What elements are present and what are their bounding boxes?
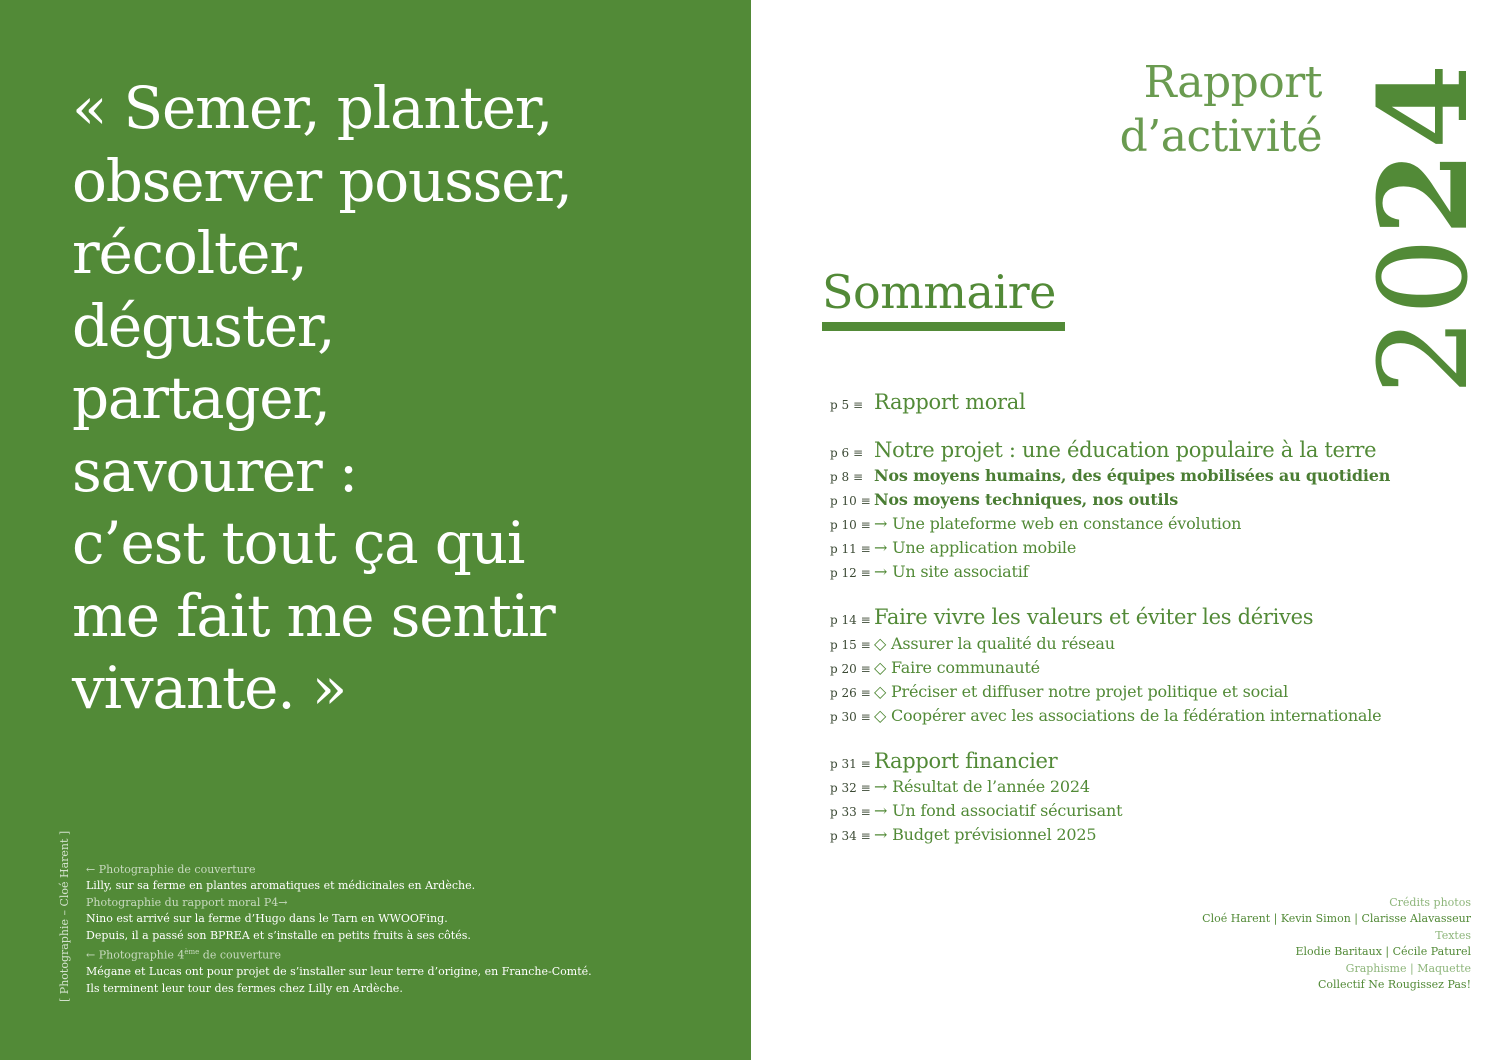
caption-heading: Photographie du rapport moral P4→ [86, 895, 288, 909]
toc-entry: → Une plateforme web en constance évolution [874, 514, 1242, 533]
toc-item[interactable] [830, 825, 1096, 844]
toc-item[interactable] [830, 749, 1057, 773]
toc-entry: ◇ Préciser et diffuser notre projet politique et social [874, 682, 1289, 701]
caption-heading-sup: ème [184, 948, 200, 957]
toc-entry: → Budget prévisionnel 2025 [874, 825, 1097, 844]
credits-heading: Graphisme | Maquette [1345, 961, 1471, 975]
toc-entry: Rapport moral [874, 390, 1026, 414]
toc-entry: ◇ Faire communauté [874, 658, 1040, 677]
toc-item[interactable] [830, 682, 1288, 701]
sommaire-underline [822, 322, 1065, 331]
caption-text: Mégane et Lucas ont pour projet de s’installer sur leur terre d’origine, en Franche-Comté. [86, 965, 592, 979]
credits-text: Collectif Ne Rougissez Pas! [1317, 978, 1471, 992]
toc-page: p 5 ≡ [830, 398, 863, 412]
photo-captions [86, 862, 706, 997]
toc-item[interactable] [830, 706, 1381, 725]
toc-item[interactable] [830, 490, 1178, 509]
toc-entry: Nos moyens techniques, nos outils [874, 490, 1179, 509]
report-title-line: d’activité [1119, 111, 1322, 162]
toc-entry: → Une application mobile [874, 538, 1077, 557]
photo-credit-vertical: [ Photographie – Cloé Harent ] [58, 830, 71, 1002]
toc-item[interactable] [830, 605, 1313, 629]
caption-heading [86, 944, 706, 964]
caption-text: Depuis, il a passé son BPREA et s’installe en petits fruits à ses côtés. [86, 928, 471, 942]
toc-page: p 15 ≡ [830, 638, 871, 652]
toc-item[interactable] [830, 777, 1090, 796]
toc-entry: Rapport financier [874, 749, 1058, 773]
toc-entry: Notre projet : une éducation populaire à la terre [874, 438, 1377, 462]
toc-entry: Nos moyens humains, des équipes mobilisées au quotidien [874, 466, 1391, 485]
toc-page: p 20 ≡ [830, 662, 871, 676]
toc-page: p 6 ≡ [830, 446, 863, 460]
toc-item[interactable] [830, 658, 1040, 677]
toc-entry: → Résultat de l’année 2024 [874, 777, 1090, 796]
toc-entry: → Un fond associatif sécurisant [874, 801, 1123, 820]
quote-line: observer pousser, [72, 146, 572, 215]
toc-page: p 10 ≡ [830, 494, 871, 508]
quote-line: c’est tout ça qui [72, 509, 525, 577]
toc-page: p 11 ≡ [830, 542, 871, 556]
credits-text: Cloé Harent | Kevin Simon | Clarisse Alavasseur [1202, 912, 1471, 926]
quote-line: « Semer, planter, [72, 74, 553, 142]
quote-line: vivante. » [72, 654, 347, 722]
year-light: 20 [1353, 235, 1495, 395]
quote-line: récolter, [72, 219, 307, 287]
toc-page: p 34 ≡ [830, 829, 871, 843]
toc-item[interactable] [830, 390, 1025, 414]
toc-page: p 14 ≡ [830, 613, 871, 627]
toc-entry: ◇ Coopérer avec les associations de la fédération internationale [874, 706, 1382, 725]
toc-entry: ◇ Assurer la qualité du réseau [874, 634, 1115, 653]
toc-entry: → Un site associatif [874, 562, 1029, 581]
toc-item[interactable] [830, 634, 1115, 653]
toc-item[interactable] [830, 538, 1076, 557]
toc-page: p 26 ≡ [830, 686, 871, 700]
toc-page: p 32 ≡ [830, 781, 871, 795]
caption-text: Ils terminent leur tour des fermes chez Lilly en Ardèche. [86, 981, 403, 995]
caption-text: Lilly, sur sa ferme en plantes aromatiques et médicinales en Ardèche. [86, 879, 476, 893]
quote-line: me fait me sentir [72, 581, 555, 650]
credits [1202, 895, 1471, 993]
caption-heading: ← Photographie de couverture [86, 863, 256, 876]
year-vertical [1351, 61, 1495, 395]
toc-item[interactable] [830, 514, 1241, 533]
toc-item[interactable] [830, 438, 1376, 462]
toc-page: p 33 ≡ [830, 805, 871, 819]
quote-line: déguster, [72, 291, 335, 360]
quote-line: partager, [72, 364, 330, 432]
credits-heading: Crédits photos [1389, 896, 1471, 909]
toc-page: p 12 ≡ [830, 566, 871, 580]
sommaire-title: Sommaire [822, 265, 1056, 319]
caption-heading-part: de couverture [199, 948, 281, 962]
caption-text: Nino est arrivé sur la ferme d’Hugo dans le Tarn en WWOOFing. [86, 912, 448, 926]
year-bold: 24 [1351, 61, 1495, 236]
toc-item[interactable] [830, 466, 1390, 485]
toc-item[interactable] [830, 801, 1122, 820]
report-title [1120, 56, 1322, 164]
toc-page: p 31 ≡ [830, 757, 871, 771]
credits-heading: Textes [1435, 928, 1471, 942]
toc-page: p 30 ≡ [830, 710, 871, 724]
credits-text: Elodie Baritaux | Cécile Paturel [1295, 945, 1471, 959]
caption-heading-part: ← Photographie 4 [86, 948, 185, 962]
toc-item[interactable] [830, 562, 1028, 581]
toc-entry: Faire vivre les valeurs et éviter les dérives [874, 605, 1314, 629]
quote [72, 72, 712, 725]
toc-page: p 8 ≡ [830, 470, 863, 484]
toc-page: p 10 ≡ [830, 518, 871, 532]
report-title-line: Rapport [1143, 57, 1322, 108]
quote-line: savourer : [72, 436, 358, 505]
